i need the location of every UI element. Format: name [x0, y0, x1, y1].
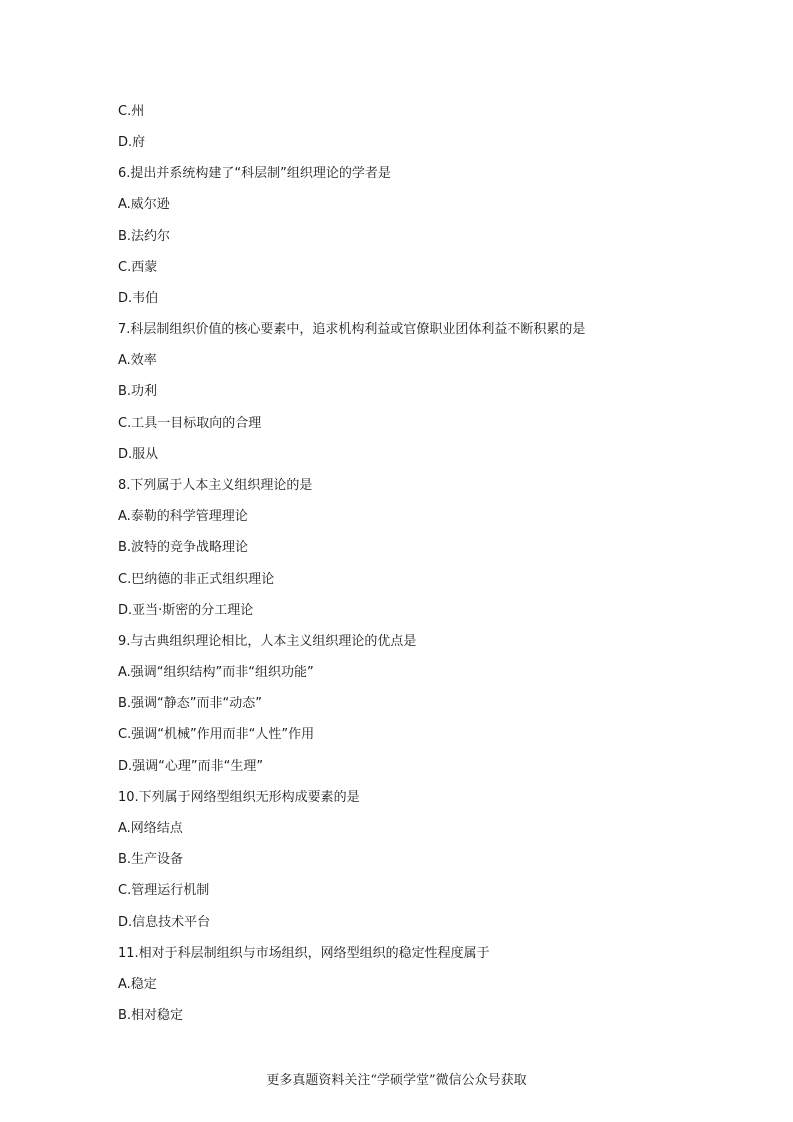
option-a-q6: A.威尔逊	[118, 197, 170, 212]
option-c-q9: C.强调“机械”作用而非“人性”作用	[118, 727, 315, 742]
option-a-q9: A.强调“组织结构”而非“组织功能”	[118, 665, 314, 680]
option-b-q6: B.法约尔	[118, 229, 171, 244]
question-8: 8.下列属于人本主义组织理论的是	[118, 478, 313, 493]
option-b-q8: B.波特的竞争战略理论	[118, 540, 249, 555]
option-d-q7: D.服从	[118, 447, 159, 462]
option-d-q6: D.韦伯	[118, 291, 159, 306]
option-b-q9: B.强调“静态”而非“动态”	[118, 696, 262, 711]
option-c-q6: C.西蒙	[118, 260, 158, 275]
option-a-q11: A.稳定	[118, 977, 157, 992]
option-a-q8: A.泰勒的科学管理理论	[118, 509, 248, 524]
option-c-q10: C.管理运行机制	[118, 883, 210, 898]
page-footer: 更多真题资料关注“学硕学堂”微信公众号获取	[266, 1073, 527, 1088]
question-11: 11.相对于科层制组织与市场组织，网络型组织的稳定性程度属于	[118, 946, 490, 961]
option-a-q7: A.效率	[118, 353, 157, 368]
option-a-q10: A.网络结点	[118, 821, 183, 836]
option-c-q7: C.工具一目标取向的合理	[118, 416, 262, 431]
question-9: 9.与古典组织理论相比，人本主义组织理论的优点是	[118, 634, 417, 649]
option-c-q5: C.州	[118, 104, 145, 119]
question-6: 6.提出并系统构建了“科层制”组织理论的学者是	[118, 166, 391, 181]
option-d-q10: D.信息技术平台	[118, 915, 211, 930]
question-7: 7.科层制组织价值的核心要素中，追求机构利益或官僚职业团体利益不断积累的是	[118, 322, 586, 337]
option-d-q5: D.府	[118, 135, 146, 150]
option-d-q9: D.强调“心理”而非“生理”	[118, 759, 264, 774]
option-d-q8: D.亚当·斯密的分工理论	[118, 603, 254, 618]
option-b-q10: B.生产设备	[118, 852, 184, 867]
question-10: 10.下列属于网络型组织无形构成要素的是	[118, 790, 360, 805]
option-b-q7: B.功利	[118, 384, 158, 399]
option-b-q11: B.相对稳定	[118, 1008, 184, 1023]
option-c-q8: C.巴纳德的非正式组织理论	[118, 572, 275, 587]
